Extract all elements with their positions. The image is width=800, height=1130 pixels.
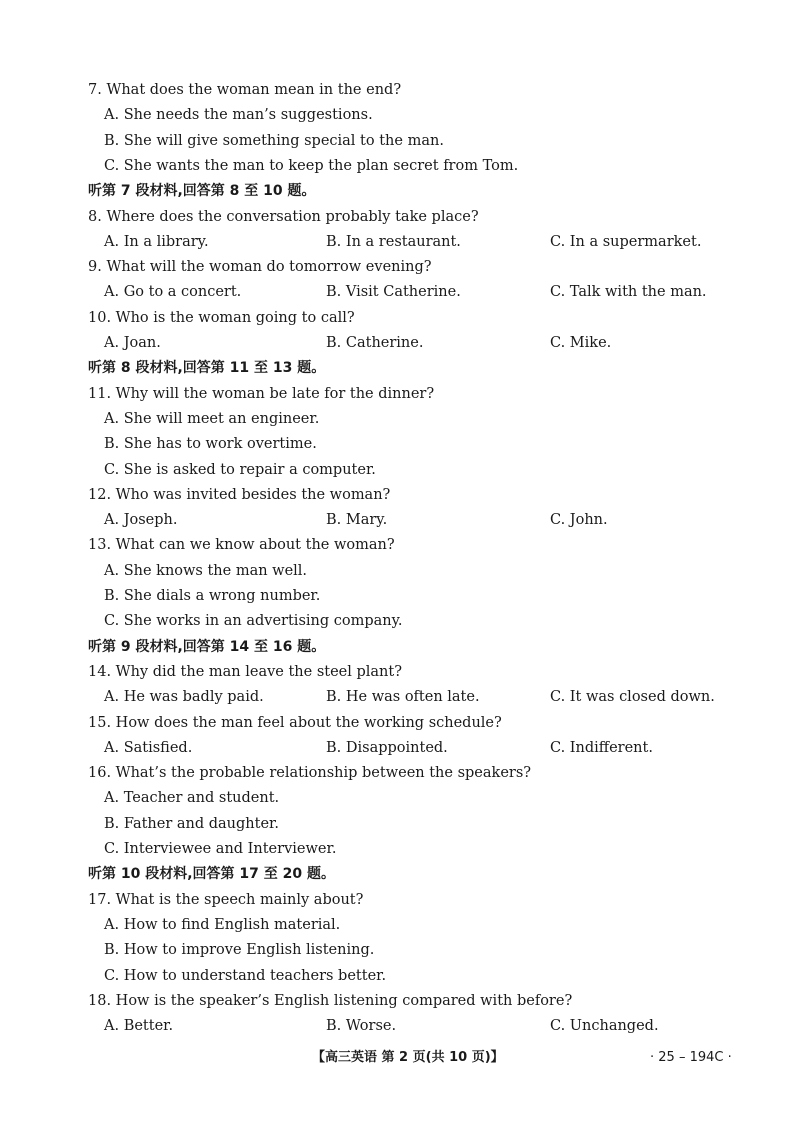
option-c: C. Unchanged. — [550, 1018, 659, 1035]
option-c: C. Mike. — [550, 335, 612, 351]
option-row — [0, 331, 800, 355]
question-text — [0, 255, 800, 279]
answer-option-label: C. She is asked to repair a computer. — [104, 461, 376, 478]
answer-option — [0, 103, 800, 127]
paper-code: · 25 – 194C · — [650, 1050, 732, 1065]
question-text — [0, 711, 800, 735]
answer-option-label: A. She knows the man well. — [104, 562, 308, 579]
question-text-label: 13. What can we know about the woman? — [88, 537, 395, 554]
option-b: B. In a restaurant. — [326, 233, 461, 250]
question-text-label: 12. Who was invited besides the woman? — [88, 486, 391, 503]
answer-option-label: A. She needs the man’s suggestions. — [104, 107, 373, 124]
question-text — [0, 989, 800, 1013]
option-a: A. Go to a concert. — [104, 284, 242, 301]
answer-option — [0, 407, 800, 431]
answer-option-label: B. She dials a wrong number. — [104, 588, 321, 604]
option-a: A. He was badly paid. — [104, 689, 264, 706]
section-instruction-label: 听第 7 段材料,回答第 8 至 10 题。 — [88, 183, 316, 200]
section-instruction — [0, 862, 800, 886]
question-text — [0, 761, 800, 785]
answer-option-label: C. Interviewee and Interviewer. — [104, 841, 337, 857]
question-text — [0, 660, 800, 684]
question-text — [0, 306, 800, 330]
option-b: B. Disappointed. — [326, 739, 448, 756]
question-text-label: 7. What does the woman mean in the end? — [88, 82, 402, 98]
answer-option-label: B. How to improve English listening. — [104, 942, 375, 959]
option-a: A. Better. — [104, 1018, 174, 1035]
answer-option — [0, 154, 800, 178]
option-row — [0, 736, 800, 760]
answer-option-label: A. Teacher and student. — [104, 790, 280, 807]
option-row — [0, 280, 800, 304]
question-text — [0, 78, 800, 102]
option-b: B. He was often late. — [326, 689, 480, 706]
option-a: A. In a library. — [104, 233, 209, 250]
option-a: A. Satisfied. — [104, 739, 193, 756]
answer-option-label: B. She will give something special to the man. — [104, 132, 444, 149]
answer-option-label: A. She will meet an engineer. — [104, 410, 320, 427]
page-footer — [0, 1046, 800, 1070]
question-text — [0, 533, 800, 557]
section-instruction — [0, 635, 800, 659]
option-row — [0, 508, 800, 532]
option-b: B. Mary. — [326, 512, 388, 529]
answer-option — [0, 786, 800, 810]
answer-option — [0, 129, 800, 153]
answer-option — [0, 913, 800, 937]
option-b: B. Catherine. — [326, 335, 424, 351]
question-text-label: 9. What will the woman do tomorrow evening? — [88, 259, 432, 276]
option-row — [0, 230, 800, 254]
answer-option-label: A. How to find English material. — [104, 916, 341, 933]
section-instruction — [0, 356, 800, 380]
answer-option — [0, 584, 800, 608]
answer-option — [0, 559, 800, 583]
question-text — [0, 205, 800, 229]
question-text — [0, 888, 800, 912]
option-row — [0, 1014, 800, 1038]
answer-option-label: B. Father and daughter. — [104, 815, 279, 832]
question-text-label: 15. How does the man feel about the working schedule? — [88, 714, 502, 731]
section-instruction-label: 听第 9 段材料,回答第 14 至 16 题。 — [88, 638, 326, 655]
question-text-label: 8. Where does the conversation probably take place? — [88, 208, 479, 225]
option-b: B. Visit Catherine. — [326, 284, 461, 301]
answer-option — [0, 964, 800, 988]
question-text — [0, 483, 800, 507]
answer-option — [0, 609, 800, 633]
option-a: A. Joseph. — [104, 512, 178, 529]
page-number-label: 【高三英语 第 2 页(共 10 页)】 — [312, 1050, 504, 1065]
answer-option-label: C. She wants the man to keep the plan secret from Tom. — [104, 157, 519, 174]
option-c: C. John. — [550, 512, 608, 529]
question-text — [0, 382, 800, 406]
section-instruction — [0, 179, 800, 203]
answer-option-label: B. She has to work overtime. — [104, 436, 317, 453]
question-text-label: 11. Why will the woman be late for the dinner? — [88, 385, 435, 402]
question-text-label: 18. How is the speaker’s English listening compared with before? — [88, 992, 573, 1009]
answer-option-label: C. She works in an advertising company. — [104, 613, 403, 630]
question-text-label: 17. What is the speech mainly about? — [88, 891, 364, 908]
question-text-label: 14. Why did the man leave the steel plant? — [88, 663, 403, 680]
option-b: B. Worse. — [326, 1018, 397, 1035]
answer-option — [0, 938, 800, 962]
question-text-label: 10. Who is the woman going to call? — [88, 309, 355, 326]
question-text-label: 16. What’s the probable relationship between the speakers? — [88, 765, 532, 782]
option-c: C. Indifferent. — [550, 739, 653, 756]
option-c: C. It was closed down. — [550, 689, 715, 706]
option-row — [0, 685, 800, 709]
answer-option — [0, 812, 800, 836]
option-c: C. Talk with the man. — [550, 284, 707, 301]
answer-option — [0, 432, 800, 456]
option-a: A. Joan. — [104, 335, 161, 351]
answer-option-label: C. How to understand teachers better. — [104, 967, 387, 984]
answer-option — [0, 458, 800, 482]
option-c: C. In a supermarket. — [550, 233, 702, 250]
answer-option — [0, 837, 800, 861]
section-instruction-label: 听第 8 段材料,回答第 11 至 13 题。 — [88, 360, 326, 377]
section-instruction-label: 听第 10 段材料,回答第 17 至 20 题。 — [88, 866, 336, 883]
